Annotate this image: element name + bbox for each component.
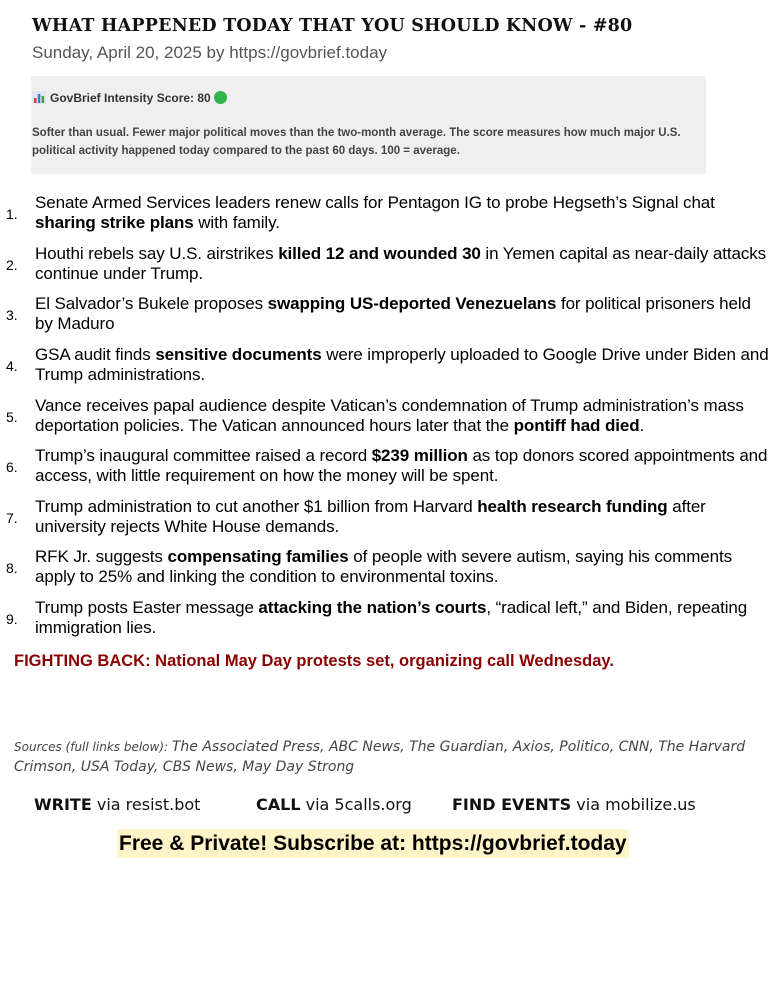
action-destination: via 5calls.org: [300, 795, 412, 814]
item-highlight: swapping US-deported Venezuelans: [267, 294, 557, 313]
item-text: [35, 497, 770, 536]
item-number: 8.: [6, 560, 18, 576]
item-segment: were improperly uploaded to Google Drive under Biden and Trump administrations.: [35, 345, 769, 384]
item-highlight: health research funding: [477, 497, 668, 516]
intensity-score-box: [31, 76, 706, 174]
item-segment: .: [639, 415, 645, 435]
item-text: [35, 244, 770, 283]
item-highlight: compensating families: [167, 547, 349, 566]
item-highlight: pontiff had died: [513, 415, 640, 435]
item-segment: El Salvador’s Bukele proposes: [35, 294, 268, 313]
action-link[interactable]: [452, 795, 696, 814]
item-number: 7.: [6, 510, 18, 526]
item-segment: with family.: [193, 212, 280, 232]
item-text: [35, 396, 770, 435]
item-number: 4.: [6, 358, 18, 374]
bar-chart-icon: [32, 91, 46, 104]
item-segment: as top donors scored appointments and access, with little requirement on how the money will be spent.: [35, 446, 768, 485]
item-text: [35, 598, 770, 637]
item-text: [35, 446, 770, 485]
item-segment: Trump posts Easter message: [35, 598, 259, 617]
action-destination: via mobilize.us: [571, 795, 696, 814]
item-segment: Vance receives papal audience despite Vatican’s condemnation of Trump administration’s mass deportation policies. The Vatican announced hours later that the: [35, 396, 744, 435]
page-title: WHAT HAPPENED TODAY THAT YOU SHOULD KNOW - #80: [32, 16, 633, 36]
item-number: 2.: [6, 257, 18, 273]
date-byline: Sunday, April 20, 2025 by https://govbrief.today: [32, 43, 388, 62]
action-verb: WRITE: [34, 795, 92, 814]
item-number: 5.: [6, 409, 18, 425]
item-highlight: sensitive documents: [155, 345, 322, 364]
action-destination: via resist.bot: [91, 795, 201, 814]
intensity-score-description: Softer than usual. Fewer major political moves than the two-month average. The score measures how much major U.S. political activity happened today compared to the past 60 days. 100 = average.: [32, 127, 681, 157]
action-verb: FIND EVENTS: [452, 795, 572, 814]
item-text: [35, 547, 770, 586]
subscribe-banner[interactable]: Free & Private! Subscribe at: https://govbrief.today: [117, 829, 629, 858]
item-text: [35, 345, 770, 384]
sources-line: [14, 737, 759, 777]
sources-lead: Sources (full links below):: [14, 740, 172, 754]
action-link[interactable]: [256, 795, 412, 814]
action-link[interactable]: [34, 795, 200, 814]
green-circle-icon: [214, 91, 227, 104]
item-segment: RFK Jr. suggests: [35, 547, 168, 566]
item-segment: for political prisoners held by Maduro: [35, 294, 751, 333]
item-segment: GSA audit finds: [35, 345, 156, 364]
item-highlight: $239 million: [371, 446, 468, 465]
item-highlight: killed 12 and wounded 30: [278, 244, 481, 263]
item-highlight: sharing strike plans: [35, 212, 194, 232]
item-text: [35, 294, 770, 333]
item-segment: Trump’s inaugural committee raised a record: [35, 446, 372, 465]
item-number: 9.: [6, 611, 18, 627]
action-verb: CALL: [256, 795, 301, 814]
item-segment: in Yemen capital as near-daily attacks continue under Trump.: [35, 244, 767, 283]
item-number: 6.: [6, 459, 18, 475]
item-segment: Houthi rebels say U.S. airstrikes: [35, 244, 279, 263]
item-segment: Senate Armed Services leaders renew calls for Pentagon IG to probe Hegseth’s Signal chat: [35, 193, 715, 212]
item-segment: Trump administration to cut another $1 billion from Harvard: [35, 497, 478, 516]
intensity-score-label: GovBrief Intensity Score: 80: [50, 91, 211, 105]
item-segment: of people with severe autism, saying his comments apply to 25% and linking the condition to environmental toxins.: [35, 547, 733, 586]
fighting-back-callout: FIGHTING BACK: National May Day protests set, organizing call Wednesday.: [14, 652, 614, 670]
item-text: [35, 193, 770, 232]
item-number: 1.: [6, 206, 18, 222]
item-segment: , “radical left,” and Biden, repeating immigration lies.: [35, 598, 748, 637]
item-highlight: attacking the nation’s courts: [258, 598, 487, 617]
item-segment: after university rejects White House demands.: [35, 497, 706, 536]
sources-list: The Associated Press, ABC News, The Guardian, Axios, Politico, CNN, The Harvard Crimson, USA Today, CBS News, May Day Strong: [14, 739, 746, 775]
intensity-score-line: [32, 91, 227, 105]
item-number: 3.: [6, 307, 18, 323]
